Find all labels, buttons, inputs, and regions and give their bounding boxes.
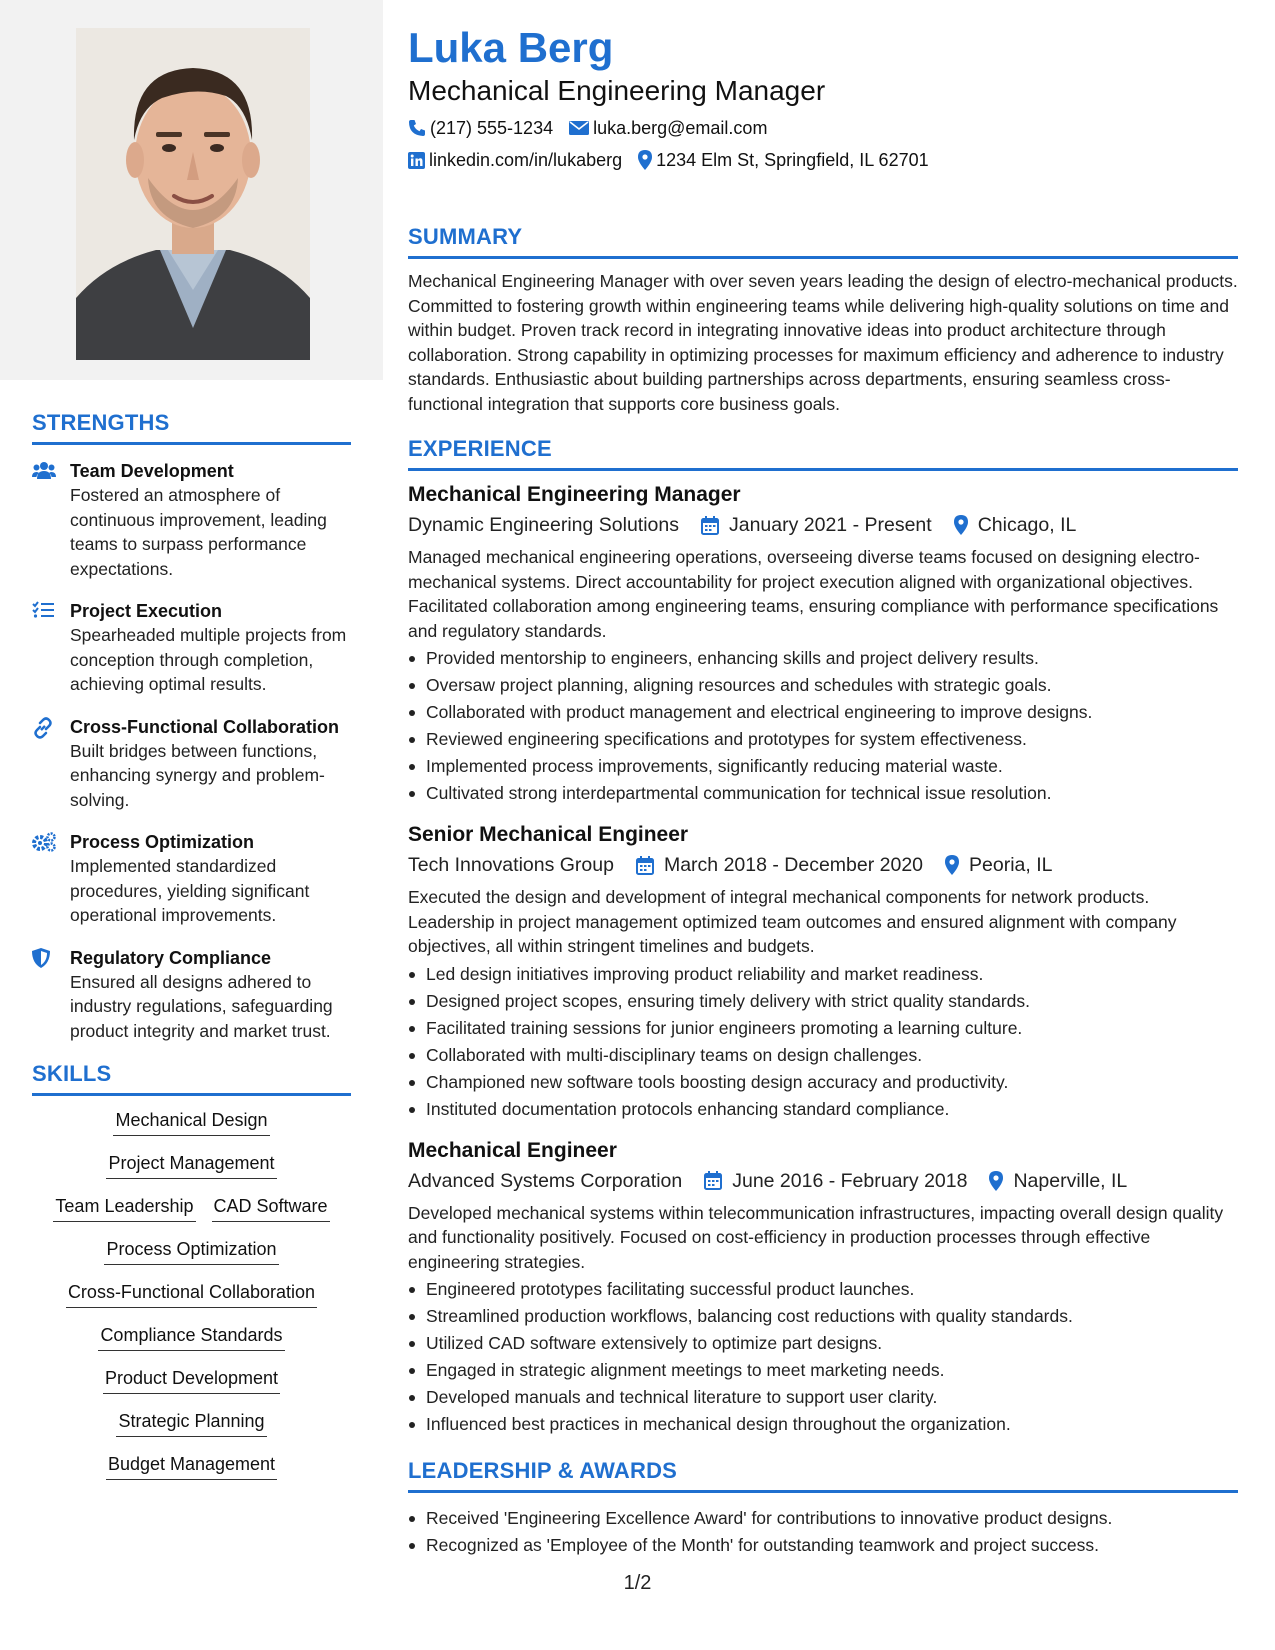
summary-section (408, 224, 1238, 416)
summary-text: Mechanical Engineering Manager with over seven years leading the design of electro-mechanical products. Committed to fostering growth within engineering teams while delivering high-quality solutions on time and within budget. Proven track record in integrating innovative ideas into product architecture through collaboration. Strong capability in optimizing processes for maximum efficiency and adherence to industry standards. Enthusiastic about building partnerships across departments, ensuring seamless cross-functional integration that supports core business goals. (408, 271, 1238, 414)
job-company: Tech Innovations Group (408, 854, 614, 876)
list-item: Engaged in strategic alignment meetings to meet marketing needs. (408, 1357, 1238, 1384)
list-item: Influenced best practices in mechanical design throughout the organization. (408, 1411, 1238, 1438)
skill-tag: Cross-Functional Collaboration (66, 1280, 317, 1308)
candidate-name: Luka Berg (408, 24, 614, 71)
page-number: 1/2 (623, 1572, 652, 1594)
strengths-list (32, 459, 351, 1043)
experience-divider (408, 468, 1238, 471)
strength-description: Spearheaded multiple projects from conception through completion, achieving optimal results. (70, 625, 347, 694)
phone-text: (217) 555-1234 (430, 118, 554, 138)
strength-title: Process Optimization (70, 832, 255, 852)
strength-title: Team Development (70, 461, 234, 481)
job-description: Managed mechanical engineering operations, overseeing diverse teams focused on designing electro-mechanical systems. Direct accountability for project execution aligned with organizational objectives. Facilitated collaboration among engineering teams, ensuring compliance with performance specifications and regulatory standards. (408, 547, 1219, 641)
skill-tag: Compliance Standards (98, 1323, 284, 1351)
job-title: Mechanical Engineering Manager (408, 483, 741, 506)
job-dates: January 2021 - Present (728, 514, 932, 536)
skills-list (32, 1108, 351, 1495)
summary-heading: SUMMARY (408, 224, 523, 249)
team-icon (32, 459, 70, 581)
strength-title: Regulatory Compliance (70, 947, 272, 968)
left-column (32, 410, 351, 1495)
calendar-icon (704, 1171, 722, 1190)
link-icon (32, 715, 70, 813)
strength-item (32, 459, 351, 581)
job-bullets (408, 961, 1238, 1123)
job-company: Advanced Systems Corporation (408, 1169, 683, 1192)
job-title: Senior Mechanical Engineer (408, 823, 689, 846)
awards-divider (408, 1490, 1238, 1493)
location-pin-icon (954, 515, 968, 535)
gears-icon (32, 830, 70, 928)
job-description: Developed mechanical systems within telecommunication infrastructures, impacting overall design quality and functionality positively. Focused on cost-efficiency in production processes through effective engineering strategies. (408, 1202, 1224, 1272)
job-dates: March 2018 - December 2020 (663, 854, 924, 876)
strength-item (32, 946, 351, 1044)
contact-row (408, 116, 1238, 140)
list-item: Recognized as 'Employee of the Month' for outstanding teamwork and project success. (408, 1532, 1238, 1559)
job-meta (408, 1167, 1238, 1195)
list-item: Designed project scopes, ensuring timely delivery with strict quality standards. (408, 988, 1238, 1015)
skill-tag: Product Development (103, 1366, 280, 1394)
experience-heading: EXPERIENCE (408, 436, 552, 461)
strength-item (32, 715, 351, 813)
list-item: Developed manuals and technical literature to support user clarity. (408, 1384, 1238, 1411)
right-column (408, 22, 1238, 1559)
list-item: Instituted documentation protocols enhancing standard compliance. (408, 1096, 1238, 1123)
job-location: Chicago, IL (977, 514, 1077, 536)
awards-list (408, 1505, 1238, 1559)
strength-item (32, 599, 351, 697)
skill-tag: Project Management (106, 1151, 276, 1179)
calendar-icon (701, 516, 719, 535)
linkedin-text: linkedin.com/in/lukaberg (429, 150, 623, 170)
contact-row (408, 148, 1238, 172)
skills-heading: SKILLS (32, 1061, 112, 1086)
strengths-heading: STRENGTHS (32, 410, 170, 435)
job-entry (408, 821, 1238, 1123)
job-title: Mechanical Engineer (408, 1138, 617, 1162)
skill-tag: Mechanical Design (113, 1108, 269, 1136)
list-item: Reviewed engineering specifications and prototypes for system effectiveness. (408, 726, 1238, 753)
experience-section (408, 436, 1238, 1438)
list-item: Oversaw project planning, aligning resources and schedules with strategic goals. (408, 672, 1238, 699)
job-entry (408, 1137, 1238, 1439)
job-dates: June 2016 - February 2018 (732, 1169, 968, 1192)
awards-section (408, 1458, 1238, 1559)
skill-tag: Budget Management (106, 1452, 277, 1480)
job-location: Naperville, IL (1013, 1169, 1128, 1192)
email-text: luka.berg@email.com (593, 118, 768, 138)
list-item: Facilitated training sessions for junior engineers promoting a learning culture. (408, 1015, 1238, 1042)
list-item: Provided mentorship to engineers, enhancing skills and project delivery results. (408, 645, 1238, 672)
strength-description: Ensured all designs adhered to industry regulations, safeguarding product integrity and market trust. (70, 971, 333, 1041)
strength-description: Built bridges between functions, enhancing synergy and problem-solving. (70, 740, 325, 810)
contact-linkedin[interactable] (408, 148, 622, 172)
skill-tag: CAD Software (212, 1194, 330, 1222)
profile-photo (76, 28, 310, 360)
checklist-icon (32, 599, 70, 697)
list-item: Implemented process improvements, significantly reducing material waste. (408, 753, 1238, 780)
profile-photo-panel (0, 0, 383, 380)
job-company: Dynamic Engineering Solutions (408, 514, 679, 536)
skill-tag: Team Leadership (53, 1194, 195, 1222)
location-pin-icon (945, 855, 959, 875)
summary-divider (408, 256, 1238, 259)
skill-tag: Strategic Planning (116, 1409, 266, 1437)
list-item: Received 'Engineering Excellence Award' for contributions to innovative product designs. (408, 1505, 1238, 1532)
location-pin-icon (989, 1171, 1003, 1191)
candidate-headline: Mechanical Engineering Manager (408, 75, 826, 106)
list-item: Collaborated with multi-disciplinary teams on design challenges. (408, 1042, 1238, 1069)
list-item: Streamlined production workflows, balancing cost reductions with quality standards. (408, 1303, 1238, 1330)
job-meta (408, 511, 1238, 539)
calendar-icon (636, 856, 654, 875)
strength-item (32, 830, 351, 928)
contact-address (638, 148, 929, 172)
list-item: Championed new software tools boosting design accuracy and productivity. (408, 1069, 1238, 1096)
phone-icon (408, 119, 426, 137)
list-item: Collaborated with product management and electrical engineering to improve designs. (408, 699, 1238, 726)
shield-icon (32, 946, 70, 1044)
job-description: Executed the design and development of integral mechanical components for network products. Leadership in project management optimized team outcomes and ensured alignment with company objectives, all within stringent timelines and budgets. (408, 887, 1177, 956)
contact-phone[interactable] (408, 116, 553, 140)
strength-title: Cross-Functional Collaboration (70, 716, 340, 737)
job-location: Peoria, IL (969, 854, 1053, 876)
contact-email[interactable] (569, 116, 767, 140)
skills-divider (32, 1093, 351, 1096)
strengths-divider (32, 442, 351, 445)
email-icon (569, 120, 589, 136)
strength-description: Fostered an atmosphere of continuous improvement, leading teams to surpass performance expectations. (70, 485, 327, 579)
list-item: Cultivated strong interdepartmental communication for technical issue resolution. (408, 780, 1238, 807)
list-item: Utilized CAD software extensively to optimize part designs. (408, 1330, 1238, 1357)
address-text: 1234 Elm St, Springfield, IL 62701 (656, 150, 929, 170)
list-item: Led design initiatives improving product reliability and market readiness. (408, 961, 1238, 988)
strength-title: Project Execution (70, 601, 223, 621)
linkedin-icon (408, 152, 425, 169)
list-item: Engineered prototypes facilitating successful product launches. (408, 1276, 1238, 1303)
awards-heading: LEADERSHIP & AWARDS (408, 1458, 678, 1483)
job-bullets (408, 1276, 1238, 1438)
job-bullets (408, 645, 1238, 807)
skill-tag: Process Optimization (104, 1237, 278, 1265)
strength-description: Implemented standardized procedures, yielding significant operational improvements. (70, 856, 310, 925)
location-pin-icon (638, 150, 652, 170)
job-meta (408, 851, 1238, 879)
job-entry (408, 481, 1238, 807)
